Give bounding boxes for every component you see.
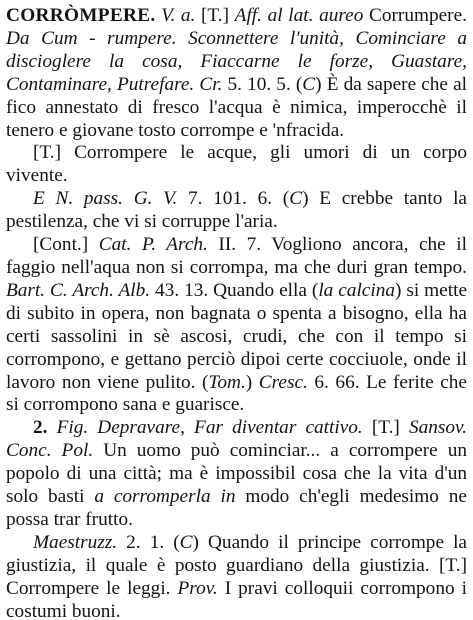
text-run: ) È da sapere che al fico annestato di fresco l'acqua è nimica, imperocchè il tenero e giovane tosto corrompe e 'nfracida. — [6, 73, 468, 141]
text-run: [T.] — [195, 5, 235, 26]
text-run: ) Quando il principe corrompe la giustizia, il quale è posto guardiano della giustizia. [T.] Corrompere le leggi. — [6, 531, 467, 599]
text-run: [Cont.] — [33, 234, 99, 256]
italic-run: Fig. Depravare, Far diventar cattivo. — [56, 417, 363, 439]
text-run: ) — [245, 371, 259, 393]
entry-paragraph — [6, 532, 467, 620]
text-run: ) si mette di subito in opera, non bagnata o spenta a bisogno, ella ha certi sassolini in sè ascosi, crudi, che con il tempo si corrompono, e gettano perciò dipoi certe cocciuole, onde il lavoro non viene pulito. ( — [6, 279, 468, 393]
text-run: 7. 101. 6. ( — [177, 188, 290, 210]
text-run: Un uomo può cominciar... a corrompere un popolo di una città; ma è impossibil cosa che la vita d'un solo basti — [6, 440, 468, 508]
italic-run: E N. pass. G. V. — [33, 188, 178, 210]
text-run: I pravi colloquii corrompono i costumi buoni. — [6, 577, 467, 620]
italic-run: Cresc. — [258, 371, 308, 393]
text-run: modo ch'egli medesimo ne possa trar frutto. — [6, 486, 467, 530]
text-run: 2. 1. ( — [117, 531, 180, 553]
entry-paragraph — [6, 5, 467, 142]
italic-run: Prov. — [177, 577, 218, 599]
italic-run: Bart. C. Arch. Alb. — [6, 279, 151, 301]
italic-run: C — [179, 531, 193, 553]
italic-run: V. a. — [161, 5, 196, 26]
italic-run: Cat. P. Arch. — [98, 234, 208, 256]
italic-run: Tom. — [208, 371, 246, 393]
text-run: ) E crebbe tanto la pestilenza, che vi si corruppe l'aria. — [6, 188, 467, 233]
italic-run: C — [289, 188, 303, 210]
entry-paragraph — [6, 142, 467, 188]
text-run: Corrumpere. — [363, 5, 467, 26]
entry-paragraph — [6, 234, 467, 417]
entry-paragraph — [6, 417, 467, 532]
italic-run: la calcina — [318, 279, 396, 301]
text-run: [T.] — [362, 417, 409, 439]
text-run: 43. 13. Quando ella ( — [150, 279, 319, 301]
text-run: 5. 10. 5. ( — [222, 73, 303, 95]
italic-run: C — [302, 73, 316, 95]
text-run: 6. 66. Le ferite che si corrompono sana e guarisce. — [6, 371, 467, 416]
text-run: II. 7. Vogliono ancora, che il faggio nell'aqua non si corrompa, ma che duri gran tempo. — [6, 234, 467, 278]
entry-paragraph — [6, 188, 467, 234]
italic-run: Maestruzz. — [33, 531, 118, 553]
italic-run: Sansov. Conc. Pol. — [6, 417, 467, 462]
italic-run: Da Cum - rumpere. Sconnettere l'unità, Cominciare a discioglere la cosa, Fiaccarne le forze, Guastare, Contaminare, Putrefare. Cr. — [6, 27, 467, 95]
italic-run: a corromperla in — [94, 486, 236, 508]
headword: CORRÒMPERE. — [6, 5, 156, 26]
text-run: [T.] Corrompere le acque, gli umori di un corpo vivente. — [6, 142, 467, 187]
sense-number: 2. — [33, 417, 57, 439]
italic-run: Aff. al lat. aureo — [234, 5, 364, 26]
